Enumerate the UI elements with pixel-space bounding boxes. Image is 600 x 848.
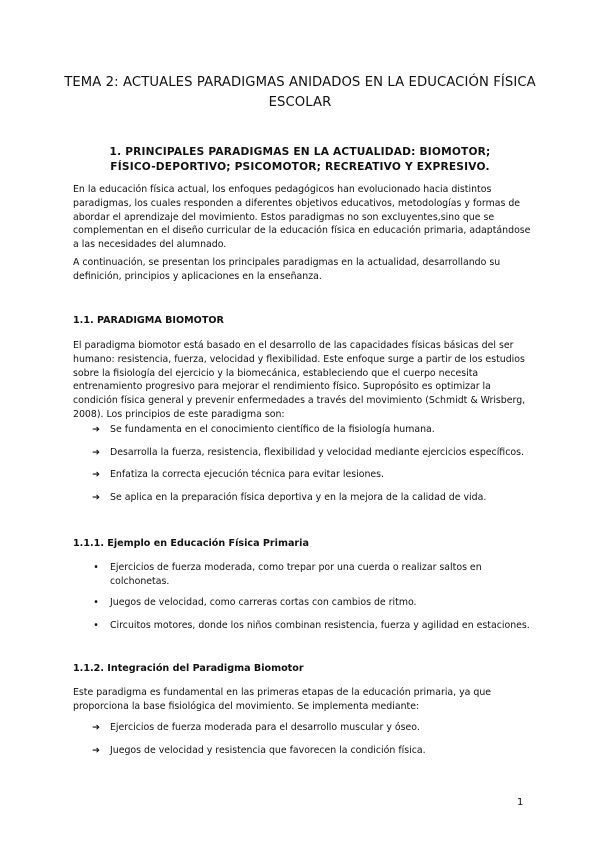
arrow-bullet-icon: ➔ [92,424,100,435]
list-item-text: Se fundamenta en el conocimiento científico de la fisiología humana. [110,424,435,435]
arrow-bullet-icon: ➔ [92,722,100,733]
arrow-bullet-icon: ➔ [92,492,100,503]
section-1-1-1-heading: 1.1.1. Ejemplo en Educación Física Primaria [73,538,309,549]
section-1-1-heading: 1.1. PARADIGMA BIOMOTOR [73,315,224,326]
section-1-1-2-heading: 1.1.2. Integración del Paradigma Biomotor [73,663,304,674]
section-1-1-2-paragraph: Este paradigma es fundamental en las primeras etapas de la educación primaria, ya que proporciona la base fisiológica del movimiento. Se implementa mediante: [73,687,492,712]
section-1-paragraph-1: En la educación física actual, los enfoques pedagógicos han evolucionado hacia distintos paradigmas, los cuales responden a diferentes objetivos educativos, metodologías y formas de abordar el aprendizaje del movimiento. Estos paradigmas no son excluyentes,sino que se complementan en el diseño curricular de la educación física en educación primaria, adaptándose a las necesidades del alumnado. [73,184,531,251]
list-item [90,423,530,437]
list-item-text: Juegos de velocidad y resistencia que favorecen la condición física. [110,745,426,756]
list-item [90,561,520,589]
bullet-dot-icon: • [93,620,99,631]
list-item [90,744,530,758]
list-item-text: Se aplica en la preparación física deportiva y en la mejora de la calidad de vida. [110,492,487,503]
arrow-bullet-icon: ➔ [92,745,100,756]
list-item-text: Ejercicios de fuerza moderada para el desarrollo muscular y óseo. [110,722,420,733]
section-1-heading [80,145,520,175]
document-title: TEMA 2: ACTUALES PARADIGMAS ANIDADOS EN LA EDUCACIÓN FÍSICA ESCOLAR [64,75,536,110]
section-1-heading-line-1: 1. PRINCIPALES PARADIGMAS EN LA ACTUALIDAD: BIOMOTOR; [109,146,491,158]
page-number: 1 [517,797,524,808]
bullet-dot-icon: • [93,562,99,573]
list-item-text: Enfatiza la correcta ejecución técnica para evitar lesiones. [110,469,385,480]
arrow-bullet-icon: ➔ [92,447,100,458]
arrow-bullet-icon: ➔ [92,469,100,480]
list-item [90,596,530,610]
list-item-text: Ejercicios de fuerza moderada, como trepar por una cuerda o realizar saltos en colchonetas. [110,562,482,587]
list-item-text: Circuitos motores, donde los niños combinan resistencia, fuerza y agilidad en estaciones. [110,620,530,631]
bullet-dot-icon: • [93,597,99,608]
list-item [90,491,530,505]
list-item [90,468,530,482]
list-item-text: Desarrolla la fuerza, resistencia, flexibilidad y velocidad mediante ejercicios específicos. [110,447,524,458]
list-item-text: Juegos de velocidad, como carreras cortas con cambios de ritmo. [110,597,417,608]
section-1-paragraph-2: A continuación, se presentan los principales paradigmas en la actualidad, desarrollando su definición, principios y aplicaciones en la enseñanza. [73,257,501,282]
list-item [90,446,530,460]
section-1-heading-line-2: FÍSICO-DEPORTIVO; PSICOMOTOR; RECREATIVO Y EXPRESIVO. [110,161,490,173]
list-item [90,721,530,735]
list-item [90,619,530,633]
section-1-1-paragraph: El paradigma biomotor está basado en el desarrollo de las capacidades físicas básicas del ser humano: resistencia, fuerza, velocidad y flexibilidad. Este enfoque surge a partir de los estudios sobre la fisiología del ejercicio y la biomecánica, estableciendo que el cuerpo necesita entrenamiento progresivo para mejorar el rendimiento físico. Supropósito es optimizar la condición física general y prevenir enfermedades a través del movimiento (Schmidt & Wrisberg, 2008). Los principios de este paradigma son: [73,340,526,420]
